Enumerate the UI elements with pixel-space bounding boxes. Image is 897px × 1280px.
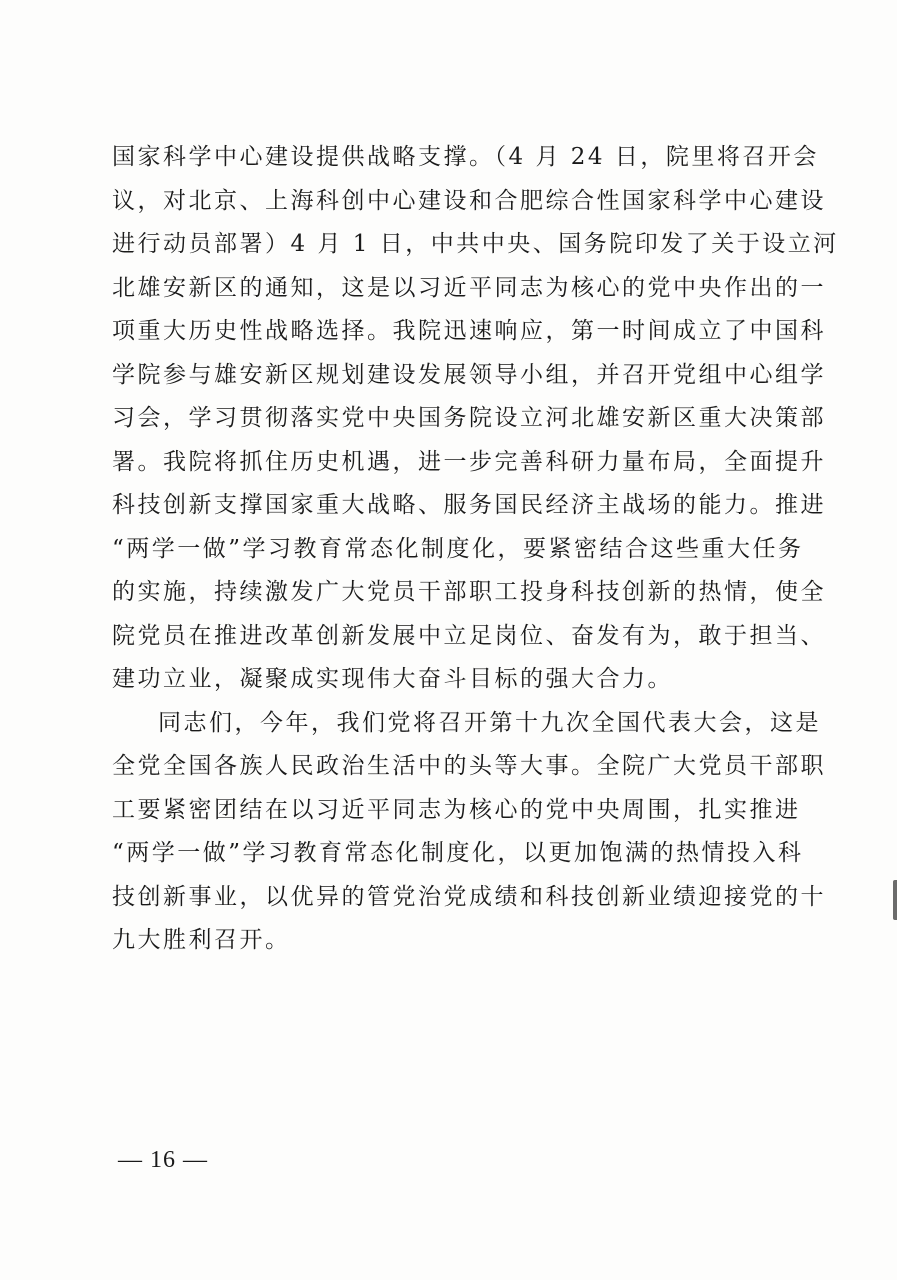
text-line: 习会，学习贯彻落实党中央国务院设立河北雄安新区重大决策部 bbox=[112, 405, 826, 431]
text-line: 项重大历史性战略选择。我院迅速响应，第一时间成立了中国科 bbox=[112, 318, 826, 344]
text-line: 院党员在推进改革创新发展中立足岗位、奋发有为，敢于担当、 bbox=[112, 622, 826, 649]
text-line: “两学一做”学习教育常态化制度化，以更加饱满的热情投入科 bbox=[112, 840, 804, 866]
text-line: 议，对北京、上海科创中心建设和合肥综合性国家科学中心建设 bbox=[112, 187, 826, 214]
text-line: 的实施，持续激发广大党员干部职工投身科技创新的热情，使全 bbox=[112, 579, 826, 605]
text-line: 技创新事业，以优异的管党治党成绩和科技创新业绩迎接党的十 bbox=[112, 883, 826, 910]
text-line: 工要紧密团结在以习近平同志为核心的党中央周围，扎实推进 bbox=[112, 796, 801, 823]
scan-edge-mark bbox=[893, 880, 897, 920]
text-line: 九大胜利召开。 bbox=[112, 927, 291, 953]
text-line: 建功立业，凝聚成实现伟大奋斗目标的强大合力。 bbox=[112, 666, 673, 692]
text-line: 进行动员部署）4 月 1 日，中共中央、国务院印发了关于设立河 bbox=[112, 231, 839, 257]
text-line: 署。我院将抓住历史机遇，进一步完善科研力量布局，全面提升 bbox=[112, 448, 826, 475]
text-line: 学院参与雄安新区规划建设发展领导小组，并召开党组中心组学 bbox=[112, 361, 826, 388]
text-line: 同志们，今年，我们党将召开第十九次全国代表大会，这是 bbox=[158, 709, 821, 736]
text-line: 全党全国各族人民政治生活中的头等大事。全院广大党员干部职 bbox=[112, 753, 826, 779]
text-line: 北雄安新区的通知，这是以习近平同志为核心的党中央作出的一 bbox=[112, 274, 826, 301]
body-text bbox=[112, 136, 839, 963]
page-number: — 16 — bbox=[118, 1147, 208, 1173]
text-line: “两学一做”学习教育常态化制度化，要紧密结合这些重大任务 bbox=[112, 535, 804, 562]
text-line: 科技创新支撑国家重大战略、服务国民经济主战场的能力。推进 bbox=[112, 492, 826, 518]
paragraph-2 bbox=[112, 702, 826, 963]
paragraph-1 bbox=[112, 136, 839, 702]
text-line: 国家科学中心建设提供战略支撑。（4 月 24 日，院里将召开会 bbox=[112, 144, 819, 170]
